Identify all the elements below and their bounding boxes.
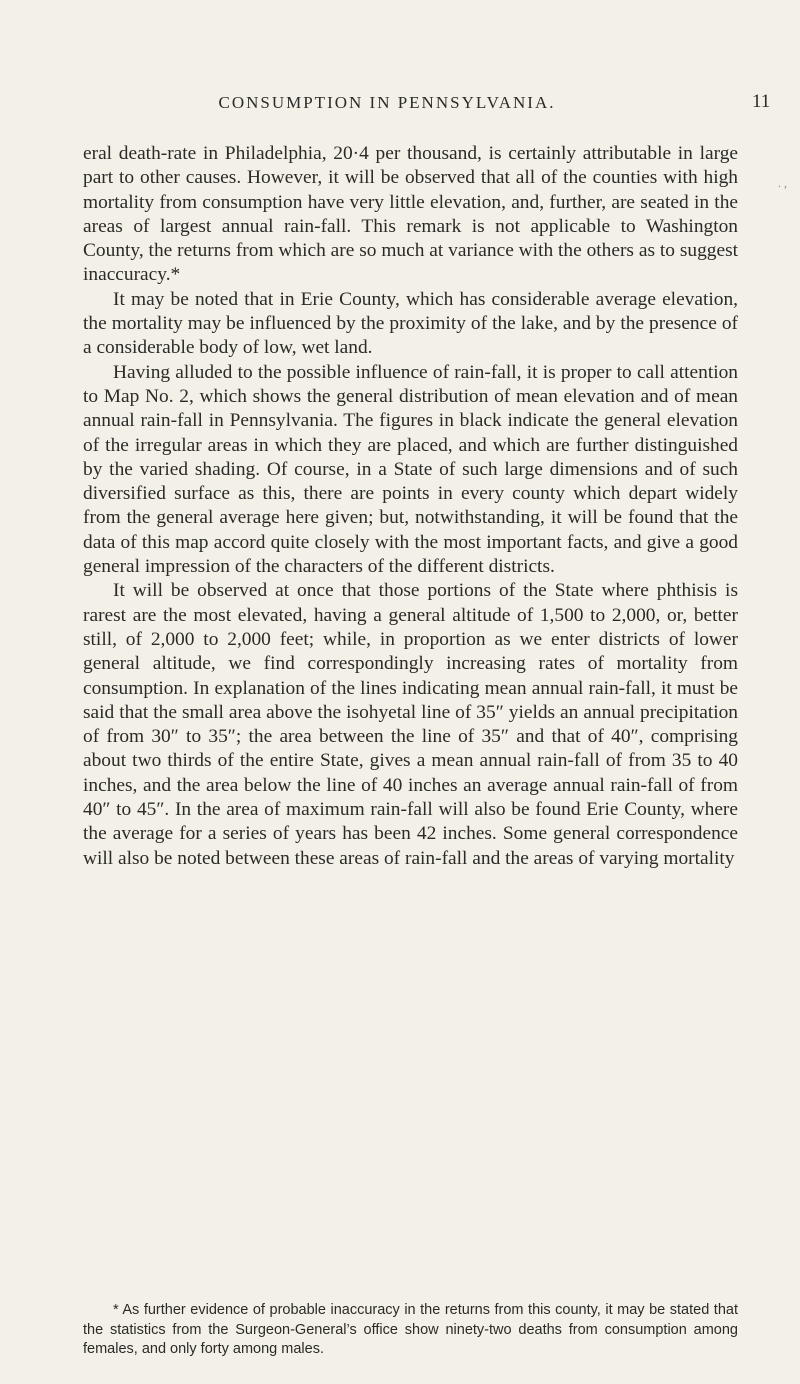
paragraph: eral death-rate in Philadelphia, 20·4 per thousand, is certainly attributable in large part to other causes. However, it will be observed that all of the counties with high mortality from consumption have very little elevation, and, further, are seated in the areas of largest annual rain-fall. This remark is not applicable to Washington County, the returns from which are so much at variance with the others as to suggest inaccuracy.*: [83, 143, 738, 286]
page-number: 11: [752, 91, 771, 112]
paragraph: It may be noted that in Erie County, which has considerable average elevation, the mortality may be influenced by the proximity of the lake, and by the presence of a considerable body of low, wet land.: [83, 288, 738, 359]
footnote: * As further evidence of probable inaccuracy in the returns from this county, it may be stated that the statistics from the Surgeon-General’s office show ninety-two deaths from consumption among females, and only forty among males.: [83, 1302, 738, 1358]
margin-mark: . ,: [778, 176, 787, 190]
paragraph: Having alluded to the possible influence of rain-fall, it is proper to call attention to Map No. 2, which shows the general distribution of mean elevation and of mean annual rain-fall in Pennsylvania. The figures in black indicate the general elevation of the irregular areas in which they are placed, and which are further distinguished by the varied shading. Of course, in a State of such large dimensions and of such diversified surface as this, there are points in every county which depart widely from the general average here given; but, notwithstanding, it will be found that the data of this map accord quite closely with the most important facts, and give a good general impression of the characters of the different districts.: [83, 361, 738, 578]
running-title: CONSUMPTION IN PENNSYLVANIA.: [218, 93, 556, 112]
paragraph: It will be observed at once that those portions of the State where phthisis is rarest are the most elevated, having a general altitude of 1,500 to 2,000, or, better still, of 2,000 to 2,000 feet; while, in proportion as we enter districts of lower general altitude, we find correspondingly increasing rates of mortality from consumption. In explanation of the lines indicating mean annual rain-fall, it must be said that the small area above the isohyetal line of 35″ yields an annual precipitation of from 30″ to 35″; the area between the line of 35″ and that of 40″, comprising about two thirds of the entire State, gives a mean annual rain-fall of from 35 to 40 inches, and the area below the line of 40 inches an average annual rain-fall of from 40″ to 45″. In the area of maximum rain-fall will also be found Erie County, where the average for a series of years has been 42 inches. Some general correspondence will also be noted between these areas of rain-fall and the areas of varying mortality: [83, 580, 738, 869]
body-text: [83, 142, 738, 871]
